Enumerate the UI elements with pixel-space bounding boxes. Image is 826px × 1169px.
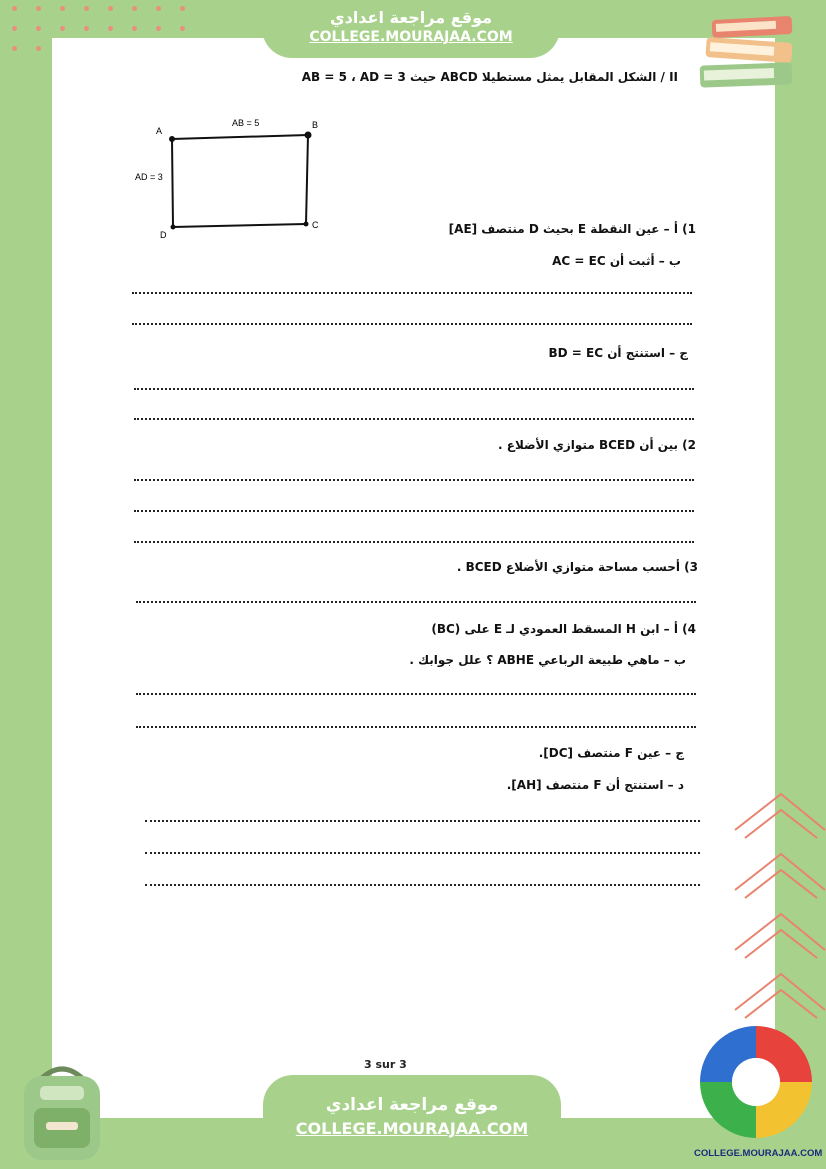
question-2: 2) بين أن BCED متوازي الأضلاع . — [498, 438, 696, 452]
books-icon — [694, 10, 804, 94]
colorful-ring-icon — [694, 1024, 818, 1140]
vertex-c-label: C — [312, 220, 319, 230]
answer-line[interactable] — [145, 820, 700, 822]
question-1b: ب – أثبت أن AC = EC — [552, 254, 681, 268]
schoolbag-icon — [12, 1058, 112, 1166]
side-ab-label: AB = 5 — [232, 118, 260, 128]
answer-line[interactable] — [134, 418, 694, 420]
site-name-ar: موقع مراجعة اعدادي — [329, 8, 493, 27]
site-url[interactable]: COLLEGE.MOURAJAA.COM — [309, 29, 513, 45]
answer-line[interactable] — [145, 852, 700, 854]
answer-line[interactable] — [136, 693, 696, 695]
question-4d: د – استنتج أن F منتصف [AH]. — [506, 778, 684, 792]
answer-line[interactable] — [132, 323, 692, 325]
answer-line[interactable] — [134, 388, 694, 390]
question-3: 3) أحسب مساحة متوازي الأضلاع BCED . — [456, 560, 698, 574]
question-4c: ج – عين F منتصف [DC]. — [538, 746, 684, 760]
question-4b: ب – ماهي طبيعة الرباعي ABHE ؟ علل جوابك . — [409, 653, 686, 667]
answer-line[interactable] — [134, 541, 694, 543]
side-ad-label: AD = 3 — [135, 172, 163, 182]
vertex-b-label: B — [312, 120, 319, 130]
site-logo[interactable] — [694, 1024, 823, 1164]
logo-url: COLLEGE.MOURAJAA.COM — [694, 1148, 823, 1159]
vertex-d-label: D — [160, 230, 167, 240]
answer-line[interactable] — [145, 884, 700, 886]
exercise-title: II / الشكل المقابل يمثل مستطيلا ABCD حيث AB = 5 ، AD = 3 — [301, 70, 678, 84]
answer-line[interactable] — [136, 601, 696, 603]
answer-line[interactable] — [136, 726, 696, 728]
chevron-up-decoration-icon — [731, 790, 826, 1030]
answer-line[interactable] — [134, 479, 694, 481]
question-1c: ج – استنتج أن BD = EC — [548, 346, 688, 360]
header-banner[interactable] — [262, 0, 560, 58]
rectangle-figure — [120, 112, 340, 240]
question-4a: 4) أ – ابن H المسقط العمودي لـ E على (BC) — [431, 622, 696, 636]
site-name-ar: موقع مراجعة اعدادي — [325, 1095, 499, 1115]
answer-line[interactable] — [132, 292, 692, 294]
page-number: 3 sur 3 — [364, 1058, 407, 1071]
footer-banner[interactable] — [263, 1075, 561, 1169]
vertex-a-label: A — [156, 126, 163, 136]
answer-line[interactable] — [134, 510, 694, 512]
site-url[interactable]: COLLEGE.MOURAJAA.COM — [295, 1119, 529, 1138]
question-1a: 1) أ – عين النقطة E بحيث D منتصف [AE] — [448, 222, 696, 236]
